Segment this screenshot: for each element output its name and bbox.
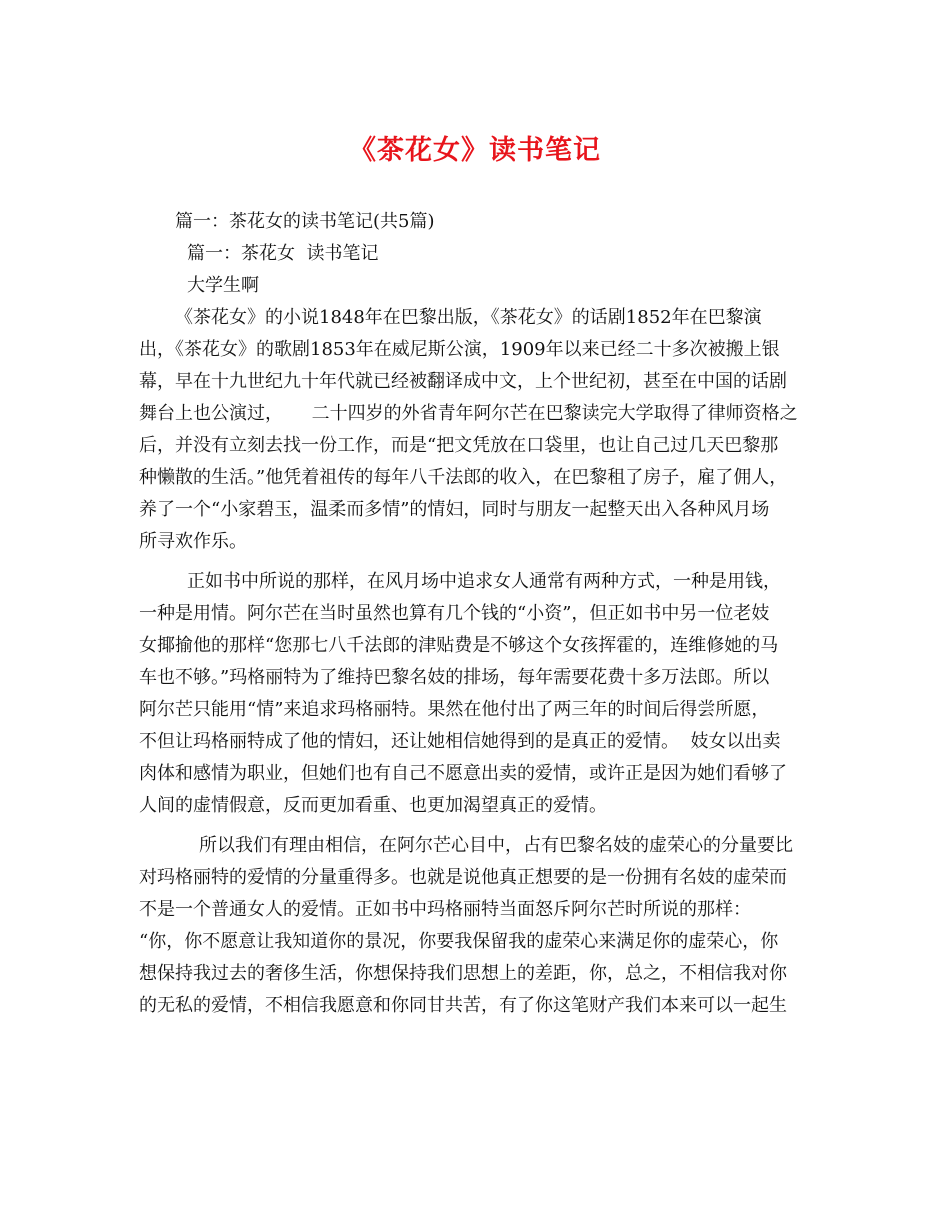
text-line: 后，并没有立刻去找一份工作，而是“把文凭放在口袋里，也让自己过几天巴黎那 [139, 435, 779, 456]
text-line: 肉体和感情为职业，但她们也有自己不愿意出卖的爱情，或许正是因为她们看够了 [139, 763, 787, 784]
text-line: 不但让玛格丽特成了他的情妇，还让她相信她得到的是真正的爱情。 妓女以出卖 [139, 731, 781, 752]
text-line: 养了一个“小家碧玉，温柔而多情”的情妇，同时与朋友一起整天出入各种风月场 [139, 499, 770, 520]
text-line: 《茶花女》的小说1848年在巴黎出版，《茶花女》的话剧1852年在巴黎演 [175, 307, 762, 328]
text-line: 所寻欢作乐。 [139, 531, 247, 552]
text-line: “你，你不愿意让我知道你的景况，你要我保留我的虚荣心来满足你的虚荣心，你 [139, 931, 779, 952]
text-line: 人间的虚情假意，反而更加看重、也更加渴望真正的爱情。 [139, 795, 607, 816]
text-line: 正如书中所说的那样，在风月场中追求女人通常有两种方式，一种是用钱， [187, 571, 781, 592]
text-line: 种懒散的生活。”他凭着祖传的每年八千法郎的收入，在巴黎租了房子，雇了佣人， [139, 467, 788, 488]
paragraph-3 [139, 830, 815, 1022]
heading-line: 大学生啊 [187, 275, 259, 296]
text-line: 舞台上也公演过， 二十四岁的外省青年阿尔芒在巴黎读完大学取得了律师资格之 [139, 403, 798, 424]
text-line: 车也不够。”玛格丽特为了维持巴黎名妓的排场，每年需要花费十多万法郎。所以 [139, 667, 770, 688]
document-title: 《茶花女》读书笔记 [349, 135, 601, 166]
text-line: 不是一个普通女人的爱情。正如书中玛格丽特当面怒斥阿尔芒时所说的那样： [139, 899, 751, 920]
text-line: 想保持我过去的奢侈生活，你想保持我们思想上的差距，你，总之，不相信我对你 [139, 963, 787, 984]
document-body [139, 206, 815, 1022]
heading-line: 篇一：茶花女 读书笔记 [187, 243, 379, 264]
text-line: 的无私的爱情，不相信我愿意和你同甘共苦，有了你这笔财产我们本来可以一起生 [139, 995, 787, 1016]
text-line: 一种是用情。阿尔芒在当时虽然也算有几个钱的“小资”，但正如书中另一位老妓 [139, 603, 770, 624]
text-line: 对玛格丽特的爱情的分量重得多。也就是说他真正想要的是一份拥有名妓的虚荣而 [139, 867, 787, 888]
paragraph-1 [139, 302, 815, 558]
heading-line: 篇一：茶花女的读书笔记(共5篇) [175, 211, 435, 232]
text-line: 所以我们有理由相信，在阿尔芒心目中，占有巴黎名妓的虚荣心的分量要比 [199, 835, 793, 856]
text-line: 女揶揄他的那样“您那七八千法郎的津贴费是不够这个女孩挥霍的，连维修她的马 [139, 635, 779, 656]
paragraph-2 [139, 566, 815, 822]
text-line: 出，《茶花女》的歌剧1853年在威尼斯公演，1909年以来已经二十多次被搬上银 [139, 339, 780, 360]
text-line: 幕，早在十九世纪九十年代就已经被翻译成中文，上个世纪初，甚至在中国的话剧 [139, 371, 787, 392]
text-line: 阿尔芒只能用“情”来追求玛格丽特。果然在他付出了两三年的时间后得尝所愿， [139, 699, 770, 720]
